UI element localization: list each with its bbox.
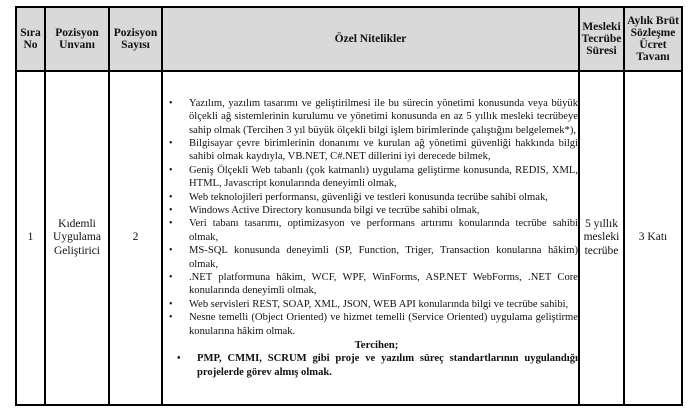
header-ucret-tavani-label: Aylık Brüt Sözleşme Ücret Tavanı — [627, 15, 679, 63]
cell-pozisyon-sayisi — [109, 71, 162, 405]
bullet-icon: • — [169, 164, 173, 176]
bullet-icon: • — [169, 137, 173, 149]
header-sira-no-label: Sıra No — [20, 27, 41, 51]
requirement-text: Yazılım, yazılım tasarımı ve geliştirilmesi ile bu sürecin yönetimi konusunda veya büyük ölçekli ağ sistemlerinin kurulumu ve yönetimi konusunda en az 5 yıllık mesleki tecrübeye sahip olmak (Tercihen 3 yıl büyük ölçekli bilgi işlem birimlerinde çalıştığını belgelemek*), — [189, 97, 578, 136]
header-row — [16, 7, 682, 71]
ucret-tavani-value: 3 Katı — [638, 231, 668, 244]
requirement-item — [163, 97, 578, 137]
bullet-icon: • — [169, 272, 173, 284]
bullet-icon: • — [169, 204, 173, 216]
header-pozisyon-unvani-label: Pozisyon Unvanı — [55, 27, 99, 51]
header-ozel-nitelikler-label: Özel Nitelikler — [334, 33, 407, 45]
bullet-icon: • — [169, 298, 173, 310]
header-sira-no — [16, 7, 45, 71]
requirement-text: MS-SQL konusunda deneyimli (SP, Function, Triger, Transaction konularına hâkim) olmak, — [189, 245, 578, 270]
requirement-item — [163, 164, 578, 191]
requirement-text: .NET platformuna hâkim, WCF, WPF, WinForms, ASP.NET WebForms, .NET Core konularında deneyimli olmak, — [189, 272, 578, 297]
requirement-item — [163, 298, 578, 311]
requirement-item — [163, 137, 578, 164]
bullet-icon: • — [169, 218, 173, 230]
sira-no-value: 1 — [27, 231, 34, 244]
requirement-item — [163, 217, 578, 244]
requirement-item — [163, 244, 578, 271]
requirement-text: Web servisleri REST, SOAP, XML, JSON, WEB API konularında bilgi ve tecrübe sahibi, — [189, 298, 569, 310]
requirement-item — [163, 271, 578, 298]
table-row — [16, 71, 682, 405]
pozisyon-unvani-value: Kıdemli Uygulama Geliştirici — [53, 217, 101, 257]
positions-table — [15, 6, 683, 406]
header-pozisyon-unvani — [45, 7, 109, 71]
requirement-text: Geniş Ölçekli Web tabanlı (çok katmanlı) uygulama geliştirme konusunda, REDIS, XML, HTML, Javascript konularında deneyimli olmak, — [189, 164, 578, 190]
header-ozel-nitelikler — [162, 7, 579, 71]
cell-ozel-nitelikler — [162, 71, 579, 405]
header-pozisyon-sayisi — [109, 7, 162, 71]
requirement-text: Nesne temelli (Object Oriented) ve hizmet temelli (Service Oriented) uygulama geliştirme konularına hâkim olmak. — [189, 312, 578, 337]
bullet-icon: • — [169, 191, 173, 203]
preferred-item — [163, 352, 578, 379]
cell-ucret-tavani — [624, 71, 682, 405]
header-ucret-tavani — [624, 7, 682, 71]
requirement-text: Bilgisayar çevre birimlerinin donanımı ve kurulan ağ yönetimi güvenliği hakkında bilgi sahibi olmak kaydıyla, VB.NET, C#.NET dillerini iyi derecede bilmek, — [189, 137, 578, 163]
preferred-title: Tercihen; — [354, 339, 399, 352]
mesleki-tecrube-value: 5 yıllık mesleki tecrübe — [583, 217, 620, 257]
requirement-item — [163, 191, 578, 204]
pozisyon-sayisi-value: 2 — [132, 231, 139, 244]
cell-sira-no — [16, 71, 45, 405]
bullet-icon: • — [169, 312, 173, 324]
bullet-icon: • — [177, 353, 181, 365]
cell-mesleki-tecrube — [579, 71, 624, 405]
header-mesleki-tecrube-label: Mesleki Tecrübe Süresi — [581, 21, 622, 57]
bullet-icon: • — [169, 245, 173, 257]
preferred-list — [163, 352, 578, 379]
requirement-text: Web teknolojileri performansı, güvenliği ve testleri konusunda tecrübe sahibi olmak, — [189, 191, 548, 203]
header-mesleki-tecrube — [579, 7, 624, 71]
requirement-text: Veri tabanı tasarımı, optimizasyon ve performans artırımı konularında tecrübe sahibi olmak, — [189, 218, 578, 243]
bullet-icon: • — [169, 97, 173, 109]
header-pozisyon-sayisi-label: Pozisyon Sayısı — [113, 27, 158, 51]
requirement-item — [163, 204, 578, 217]
requirement-text: PMP, CMMI, SCRUM gibi proje ve yazılım süreç standartlarının uygulandığı projelerde görev almış olmak. — [197, 353, 578, 378]
cell-pozisyon-unvani — [45, 71, 109, 405]
requirement-text: Windows Active Directory konusunda bilgi ve tecrübe sahibi olmak, — [189, 204, 480, 216]
requirements-list — [163, 97, 578, 338]
requirement-item — [163, 311, 578, 338]
